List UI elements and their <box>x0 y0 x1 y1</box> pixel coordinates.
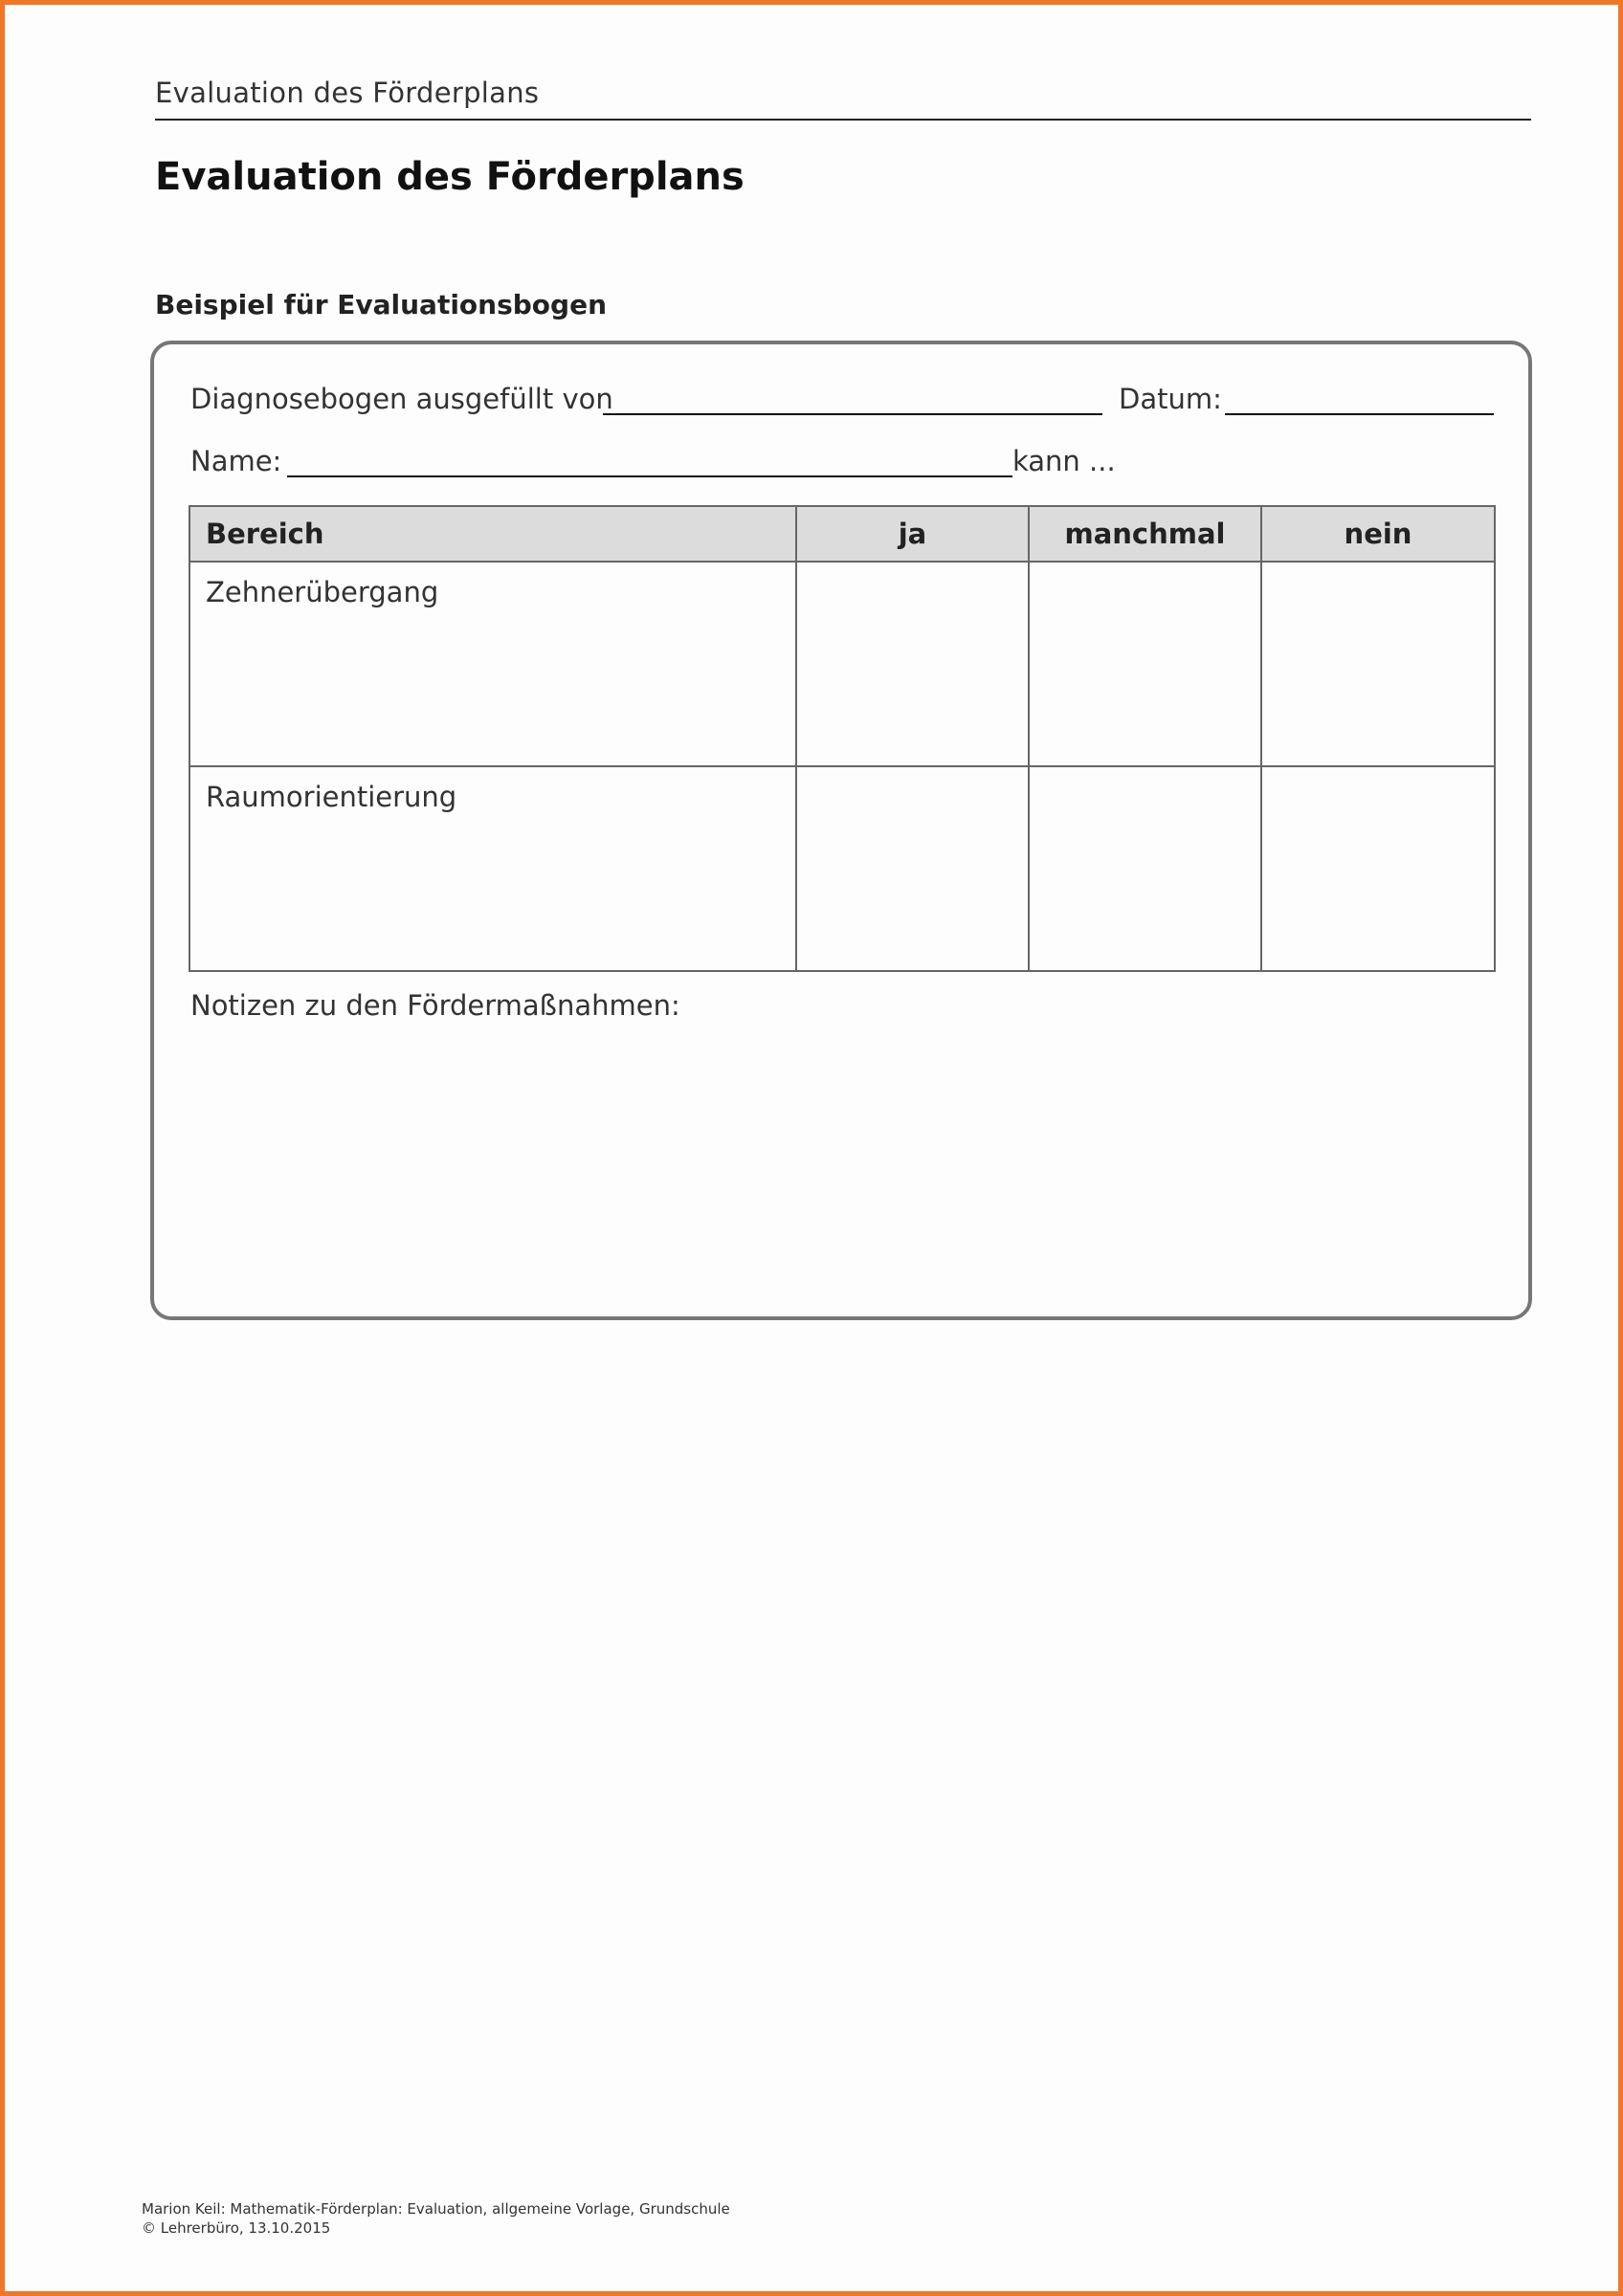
manchmal-cell[interactable] <box>1029 562 1261 766</box>
nein-cell[interactable] <box>1261 766 1495 971</box>
table-row <box>189 766 1495 971</box>
date-field[interactable] <box>1225 413 1494 415</box>
ja-cell[interactable] <box>796 562 1029 766</box>
date-label: Datum: <box>1119 383 1222 415</box>
filled-by-label: Diagnosebogen ausgefüllt von <box>190 383 613 415</box>
table-row <box>189 562 1495 766</box>
column-header-ja: ja <box>796 506 1029 562</box>
column-header-bereich: Bereich <box>189 506 796 562</box>
page-title: Evaluation des Förderplans <box>155 155 745 199</box>
filled-by-field[interactable] <box>603 413 1102 415</box>
page-footer <box>142 2199 730 2238</box>
column-header-nein: nein <box>1261 506 1495 562</box>
bereich-cell: Zehnerübergang <box>189 562 796 766</box>
name-label: Name: <box>190 445 282 477</box>
table-header-row <box>189 506 1495 562</box>
running-header: Evaluation des Förderplans <box>155 77 540 109</box>
manchmal-cell[interactable] <box>1029 766 1261 971</box>
name-suffix: kann ... <box>1012 445 1116 477</box>
nein-cell[interactable] <box>1261 562 1495 766</box>
name-field[interactable] <box>287 475 1012 477</box>
notes-label: Notizen zu den Fördermaßnahmen: <box>190 989 680 1022</box>
evaluation-table <box>189 505 1496 972</box>
ja-cell[interactable] <box>796 766 1029 971</box>
footer-copyright-line: © Lehrerbüro, 13.10.2015 <box>142 2219 331 2237</box>
column-header-manchmal: manchmal <box>1029 506 1261 562</box>
header-rule <box>155 119 1531 121</box>
bereich-cell: Raumorientierung <box>189 766 796 971</box>
section-subtitle: Beispiel für Evaluationsbogen <box>155 289 608 320</box>
footer-source-line: Marion Keil: Mathematik-Förderplan: Evaluation, allgemeine Vorlage, Grundschule <box>142 2200 730 2218</box>
